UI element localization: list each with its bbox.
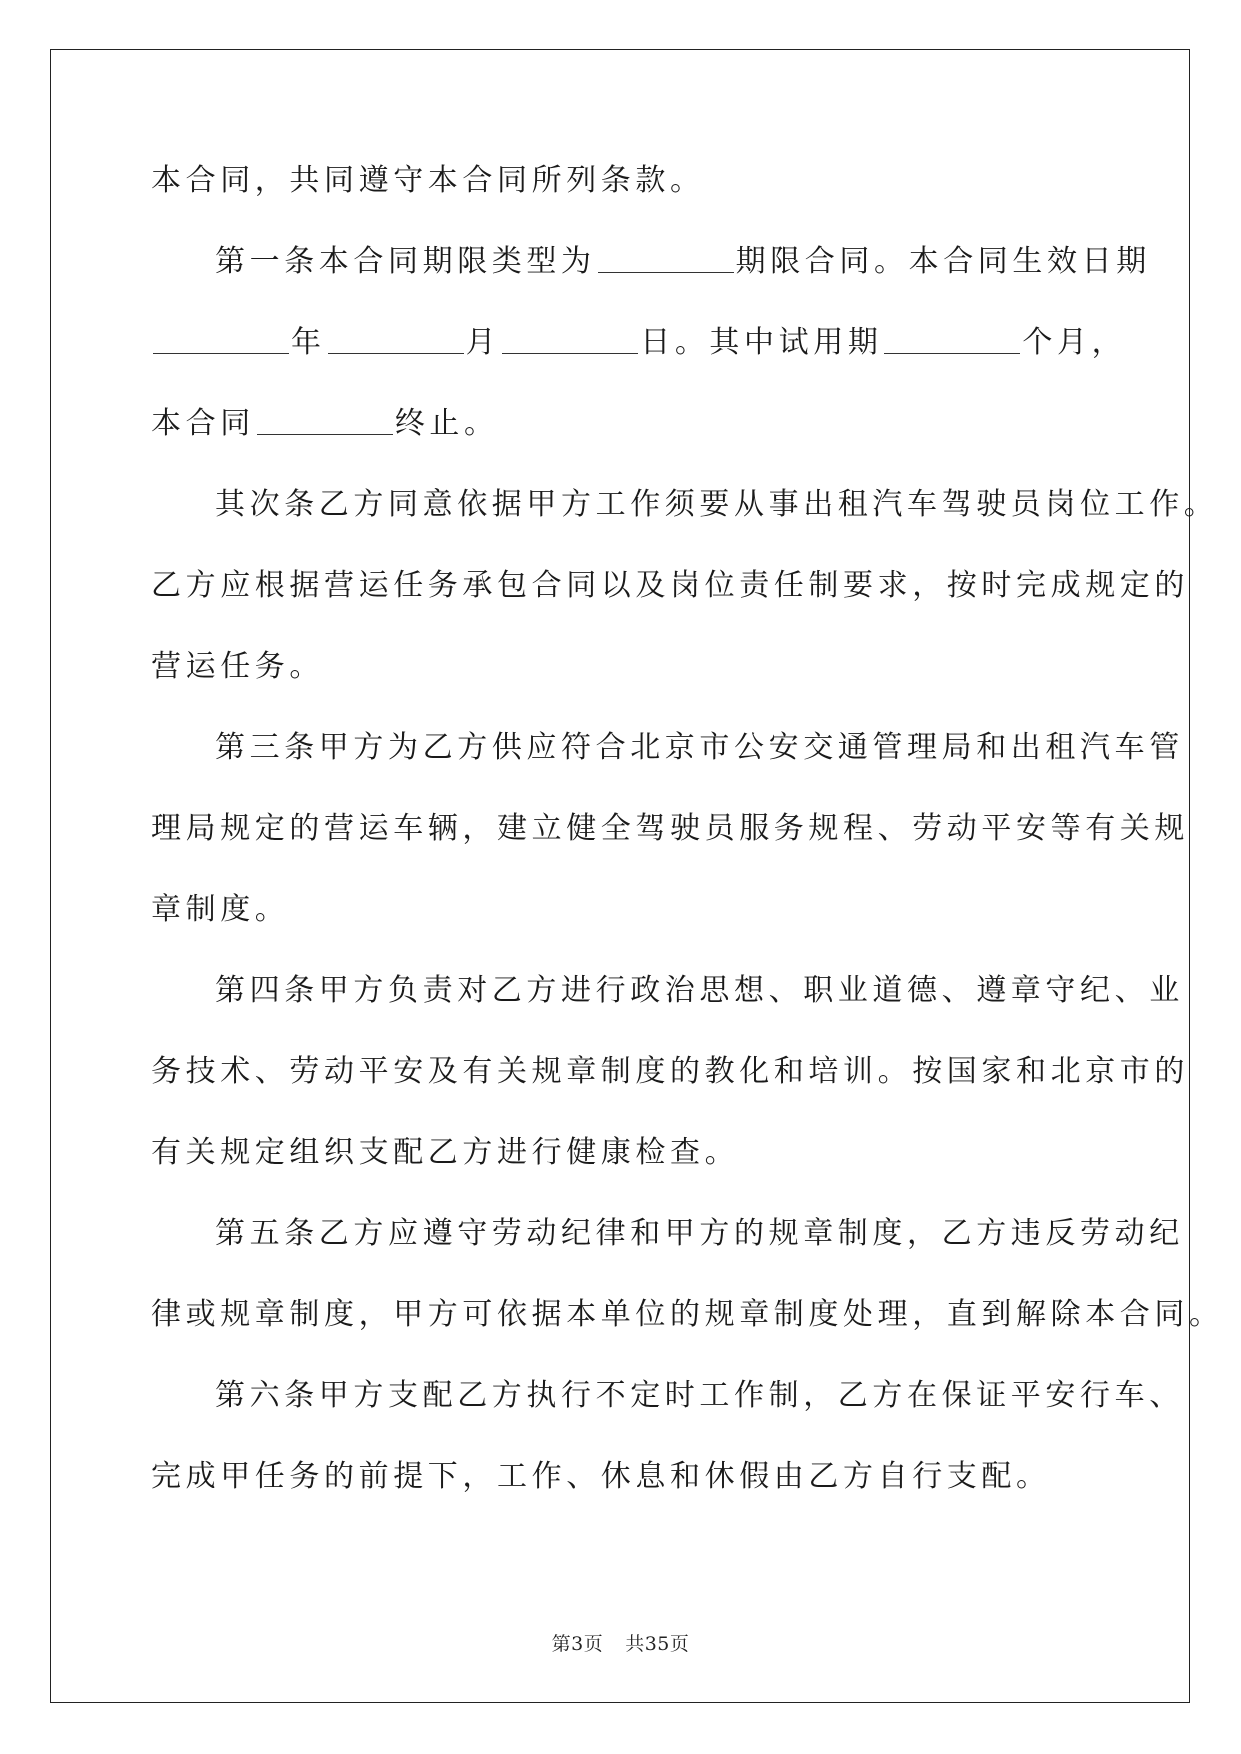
article-5-line-2: 律或规章制度，甲方可依据本单位的规章制度处理，直到解除本合同。 bbox=[151, 1297, 1224, 1332]
article-1-line-2 bbox=[151, 314, 1127, 395]
article-6-line-1: 第六条甲方支配乙方执行不定时工作制，乙方在保证平安行车、 bbox=[215, 1378, 1184, 1413]
article-4-line-1: 第四条甲方负责对乙方进行政治思想、职业道德、遵章守纪、业 bbox=[215, 973, 1184, 1008]
paragraph-intro-tail: 本合同，共同遵守本合同所列条款。 bbox=[151, 163, 705, 198]
article-4-line-3: 有关规定组织支配乙方进行健康检查。 bbox=[151, 1135, 740, 1170]
year-label: 年 bbox=[291, 325, 326, 360]
month-label: 月 bbox=[465, 325, 501, 360]
article-4-line-2: 务技术、劳动平安及有关规章制度的教化和培训。按国家和北京市的 bbox=[151, 1054, 1189, 1089]
article-2-line-3: 营运任务。 bbox=[151, 649, 324, 684]
article-1-line-3 bbox=[151, 395, 1091, 476]
article-1-text: 第一条本合同期限类型为 bbox=[215, 244, 596, 279]
article-5-line-1: 第五条乙方应遵守劳动纪律和甲方的规章制度，乙方违反劳动纪 bbox=[215, 1216, 1184, 1251]
article-1-text: 本合同 bbox=[151, 406, 255, 441]
blank-probation bbox=[884, 323, 1020, 354]
blank-contract-type bbox=[598, 242, 734, 273]
document-body bbox=[151, 152, 1224, 1529]
blank-day bbox=[502, 323, 638, 354]
article-2-line-1: 其次条乙方同意依据甲方工作须要从事出租汽车驾驶员岗位工作。 bbox=[215, 487, 1219, 522]
blank-termination bbox=[257, 404, 393, 435]
article-1-text: 终止。 bbox=[394, 406, 499, 441]
article-3-line-3: 章制度。 bbox=[151, 892, 290, 927]
blank-month bbox=[328, 323, 464, 354]
blank-year bbox=[153, 323, 289, 354]
article-3-line-2: 理局规定的营运车辆，建立健全驾驶员服务规程、劳动平安等有关规 bbox=[151, 811, 1189, 846]
article-1-line-1 bbox=[151, 233, 1151, 314]
article-3-line-1: 第三条甲方为乙方供应符合北京市公安交通管理局和出租汽车管 bbox=[215, 730, 1184, 765]
article-1-text: 期限合同。本合同生效日期 bbox=[735, 244, 1151, 279]
page-footer bbox=[0, 1629, 1241, 1656]
article-6-line-2: 完成甲任务的前提下，工作、休息和休假由乙方自行支配。 bbox=[151, 1459, 1051, 1494]
article-2-line-2: 乙方应根据营运任务承包合同以及岗位责任制要求，按时完成规定的 bbox=[151, 568, 1189, 603]
months-label: 个月， bbox=[1022, 325, 1127, 360]
page-number-current: 第3页 bbox=[551, 1633, 604, 1655]
day-label: 日。其中试用期 bbox=[640, 325, 883, 360]
page-number-total: 共35页 bbox=[625, 1633, 690, 1655]
